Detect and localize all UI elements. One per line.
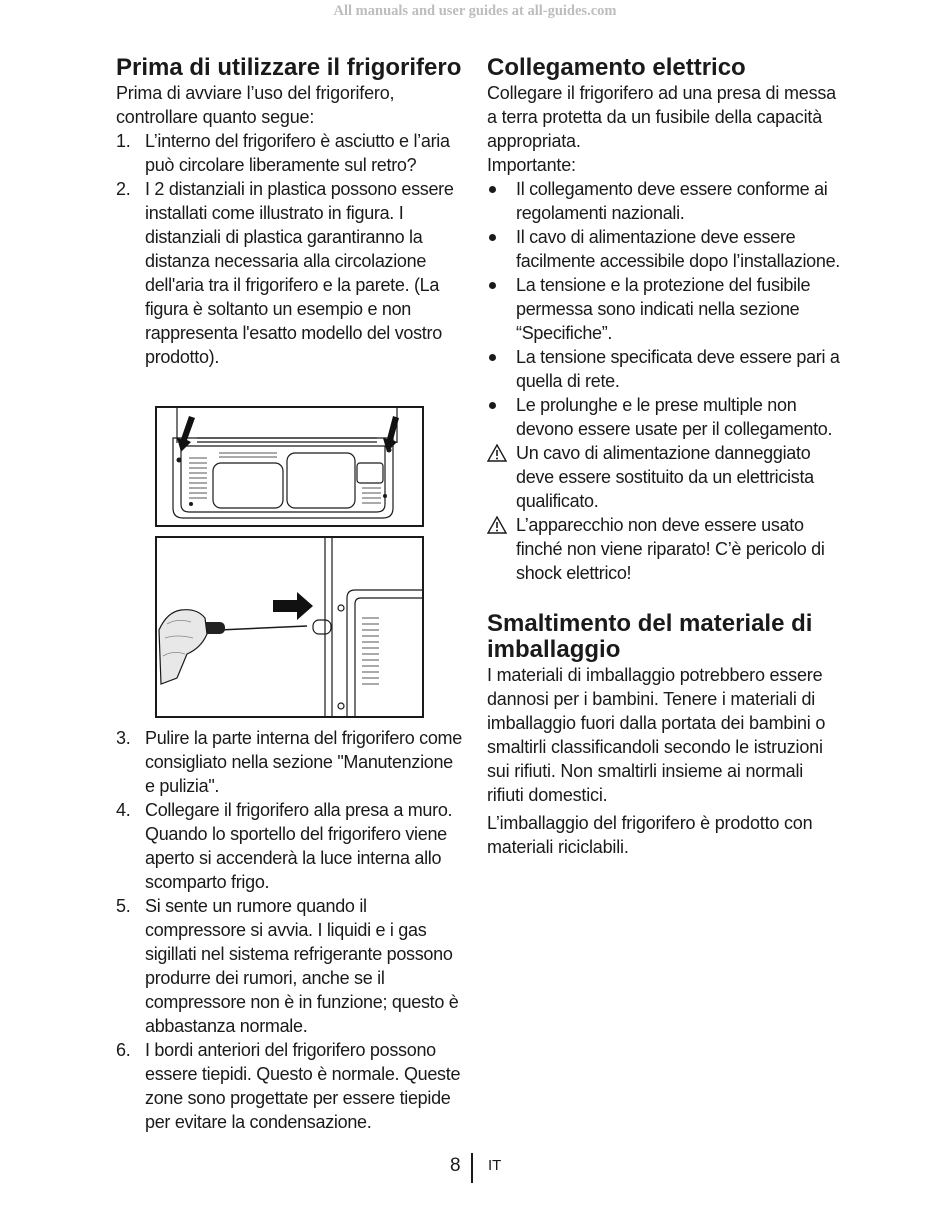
fridge-back-illustration (157, 408, 422, 525)
list-item (116, 726, 466, 798)
list-item (116, 177, 466, 369)
electrical-items-list (487, 177, 842, 585)
section-heading-disposal: Smaltimento del materiale di imballaggio (487, 610, 813, 663)
arrow-left-icon (177, 416, 195, 452)
warning-triangle-icon (487, 444, 505, 468)
disposal-para-1: I materiali di imballaggio potrebbero essere dannosi per i bambini. Tenere i materiali di imballaggio fuori dalla portata dei bambini o smaltirli classificandoli secondo le istruzioni sui rifiuti. Non smaltirli insieme ai normali rifiuti domestici. (487, 665, 826, 805)
bullet-item (487, 273, 842, 345)
footer-divider (471, 1153, 473, 1183)
bullet-item (487, 225, 842, 273)
bullet-text: Il collegamento deve essere conforme ai regolamenti nazionali. (516, 179, 828, 223)
electrical-intro: Collegare il frigorifero ad una presa di messa a terra protetta da un fusibile della capacità appropriata. (487, 83, 836, 151)
bullet-text: L’apparecchio non deve essere usato finché non viene riparato! C’è pericolo di shock elettrico! (516, 515, 825, 583)
list-item-text: I bordi anteriori del frigorifero possono essere tiepidi. Questo è normale. Queste zone sono progettate per essere tiepide per evitare la condensazione. (145, 1040, 461, 1132)
bullet-text: La tensione e la protezione del fusibile permessa sono indicati nella sezione “Specifiche”. (516, 275, 811, 343)
list-item-text: Collegare il frigorifero alla presa a muro. Quando lo sportello del frigorifero viene aperto si accenderà la luce interna allo scomparto frigo. (145, 800, 453, 892)
bullet-text: Le prolunghe e le prese multiple non devono essere usate per il collegamento. (516, 395, 833, 439)
list-item (116, 894, 466, 1038)
important-label: Importante: (487, 155, 576, 175)
screwdriver-install-illustration (157, 538, 422, 716)
intro-text: Prima di avviare l’uso del frigorifero, controllare quanto segue: (116, 83, 395, 127)
disposal-para-2: L’imballaggio del frigorifero è prodotto con materiali riciclabili. (487, 813, 813, 857)
page-number: 8 (450, 1155, 461, 1176)
left-column (116, 55, 466, 369)
spacer-figure-bottom (155, 536, 424, 718)
list-item-text: I 2 distanziali in plastica possono essere installati come illustrato in figura. I distanziali di plastica garantiranno la distanza necessaria alla circolazione dell'aria tra il frigorifero e la parete. (La figura è soltanto un esempio e non rappresenta l'esatto modello del vostro prodotto). (145, 179, 454, 367)
language-code: IT (488, 1157, 502, 1174)
bullet-item (487, 345, 842, 393)
list-item-text: Pulire la parte interna del frigorifero come consigliato nella sezione "Manutenzione e pulizia". (145, 728, 462, 796)
steps-list-a (116, 129, 466, 369)
list-item-number: 2. (116, 179, 131, 199)
watermark: All manuals and user guides at all-guides.com (333, 3, 617, 19)
warning-item (487, 513, 842, 585)
list-item-text: L’interno del frigorifero è asciutto e l’aria può circolare liberamente sul retro? (145, 131, 450, 175)
list-item-number: 6. (116, 1040, 131, 1060)
list-item-number: 3. (116, 728, 131, 748)
section-heading-before-use: Prima di utilizzare il frigorifero (116, 54, 462, 81)
list-item-number: 4. (116, 800, 131, 820)
list-item (116, 1038, 466, 1134)
bullet-text: Un cavo di alimentazione danneggiato deve essere sostituito da un elettricista qualificato. (516, 443, 814, 511)
right-column (487, 55, 842, 859)
section-heading-electrical: Collegamento elettrico (487, 54, 746, 81)
list-item (116, 129, 466, 177)
bullet-text: La tensione specificata deve essere pari a quella di rete. (516, 347, 840, 391)
list-item-number: 1. (116, 131, 131, 151)
warning-triangle-icon (487, 516, 505, 540)
list-item (116, 798, 466, 894)
list-item-number: 5. (116, 896, 131, 916)
bullet-text: Il cavo di alimentazione deve essere facilmente accessibile dopo l’installazione. (516, 227, 840, 271)
spacer-figure-top (155, 406, 424, 527)
arrow-right-icon (273, 592, 313, 620)
warning-item (487, 441, 842, 513)
bullet-item (487, 177, 842, 225)
list-item-text: Si sente un rumore quando il compressore si avvia. I liquidi e i gas sigillati nel sistema refrigerante possono produrre dei rumori, anche se il compressore non è in funzione; questo è abbastanza normale. (145, 896, 459, 1036)
bullet-item (487, 393, 842, 441)
left-column-continued (116, 726, 466, 1134)
steps-list-b (116, 726, 466, 1134)
